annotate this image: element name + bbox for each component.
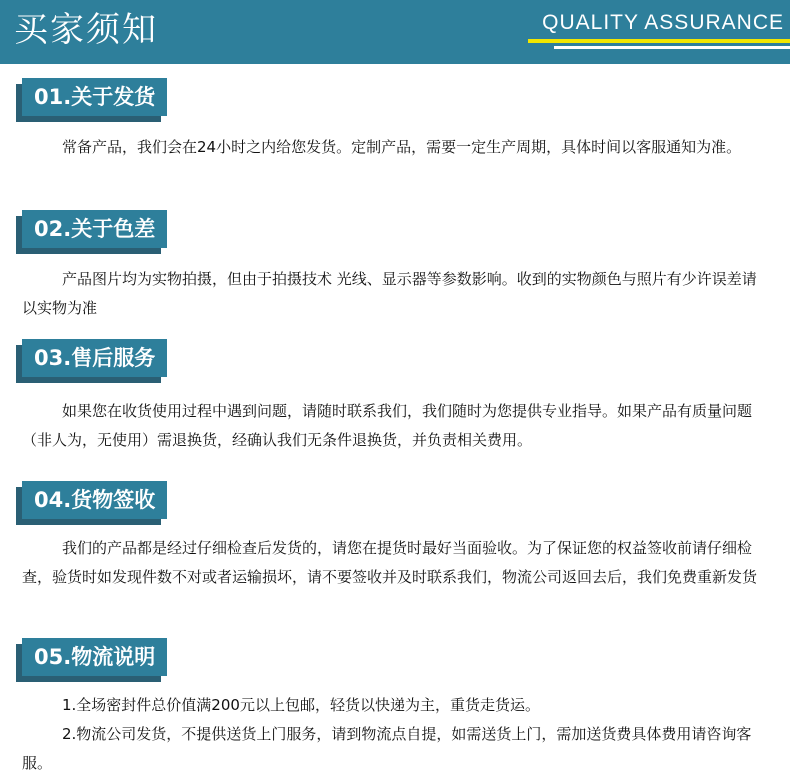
section-title-after-sales: 03.售后服务 bbox=[22, 339, 167, 377]
section-title-color-difference: 02.关于色差 bbox=[22, 210, 167, 248]
section-text-logistics-1: 1.全场密封件总价值满200元以上包邮，轻货以快递为主，重货走货运。 bbox=[62, 696, 540, 714]
header-accent-line-white bbox=[554, 46, 790, 49]
header-accent-line-yellow bbox=[528, 39, 790, 43]
section-text-color-difference: 产品图片均为实物拍摄，但由于拍摄技术 光线、显示器等参数影响。收到的实物颜色与照片有少许误差请以实物为准 bbox=[22, 270, 757, 317]
section-text-logistics-2: 2.物流公司发货，不提供送货上门服务，请到物流点自提，如需送货上门，需加送货费具体费用请咨询客服。 bbox=[22, 725, 752, 772]
section-text-after-sales: 如果您在收货使用过程中遇到问题，请随时联系我们，我们随时为您提供专业指导。如果产品有质量问题（非人为，无使用）需退换货，经确认我们无条件退换货，并负责相关费用。 bbox=[22, 402, 753, 449]
section-title-receipt: 04.货物签收 bbox=[22, 481, 167, 519]
section-title-shipping: 01.关于发货 bbox=[22, 78, 167, 116]
section-text-shipping: 常备产品，我们会在24小时之内给您发货。定制产品，需要一定生产周期，具体时间以客服通知为准。 bbox=[62, 138, 742, 156]
page-title: 买家须知 bbox=[14, 10, 158, 50]
section-text-receipt: 我们的产品都是经过仔细检查后发货的，请您在提货时最好当面验收。为了保证您的权益签收前请仔细检查，验货时如发现件数不对或者运输损坏，请不要签收并及时联系我们，物流公司返回去后，我们免费重新发货 bbox=[22, 539, 758, 586]
section-title-logistics: 05.物流说明 bbox=[22, 638, 167, 676]
page-header bbox=[0, 0, 790, 64]
page-subtitle: QUALITY ASSURANCE bbox=[542, 11, 784, 34]
